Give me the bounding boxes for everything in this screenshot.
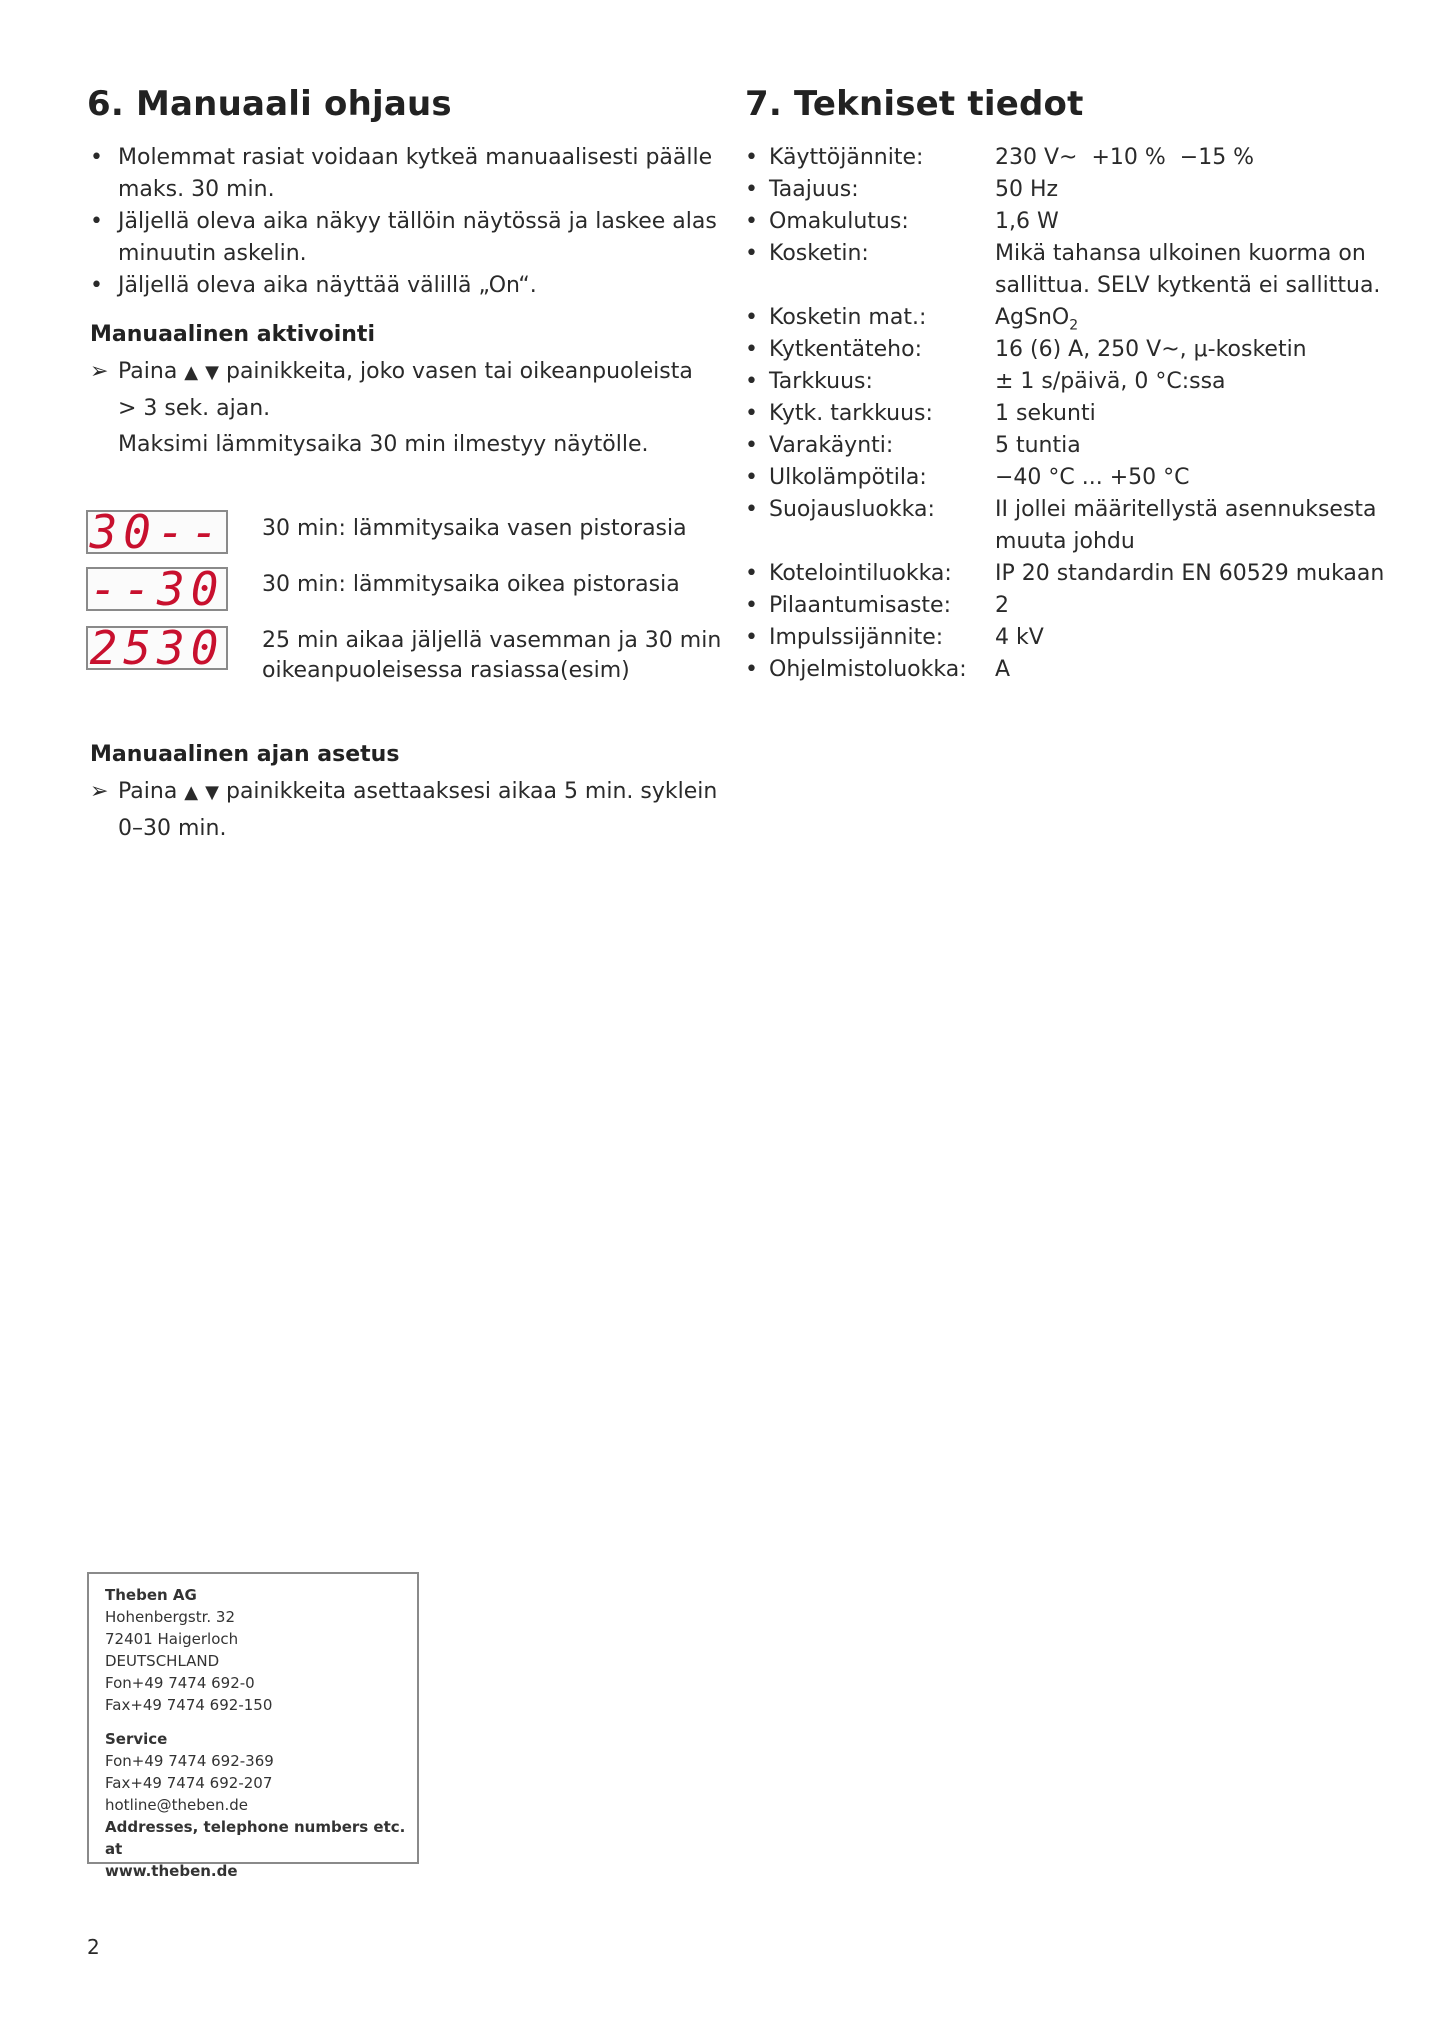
page-number: 2: [87, 1935, 100, 1959]
time-setting-title: Manuaalinen ajan asetus: [90, 742, 400, 767]
up-triangle-icon: ▲: [184, 362, 199, 383]
bullet-2: • Jäljellä oleva aika näkyy tällöin näytössä ja laskee alas minuutin askelin.: [90, 209, 717, 266]
section-6-heading: 6. Manuaali ohjaus: [87, 84, 452, 124]
led-desc-left: 30 min: lämmitysaika vasen pistorasia: [262, 516, 687, 541]
time-setting-step: ➢ Paina ▲ ▼ painikkeita asettaaksesi aikaa 5 min. syklein 0–30 min.: [90, 776, 770, 845]
led-desc-both: 25 min aikaa jäljellä vasemman ja 30 min oikeanpuoleisessa rasiassa(esim): [262, 628, 722, 683]
service-title: Service: [105, 1730, 168, 1748]
arrow-icon: ➢: [90, 779, 109, 804]
contact-box: Theben AG Hohenbergstr. 32 72401 Haigerloch DEUTSCHLAND Fon+49 7474 692-0 Fax+49 7474 692-150 Service Fon+49 7474 692-369 Fax+49 7474 692-207 hotline@theben.de Addresses, telephone numbers etc. at www.theben.de: [87, 1572, 419, 1864]
arrow-icon: ➢: [90, 359, 109, 384]
up-triangle-icon: ▲: [184, 782, 199, 803]
section-7-heading: 7. Tekniset tiedot: [745, 84, 1084, 124]
bullet-1: • Molemmat rasiat voidaan kytkeä manuaalisesti päälle maks. 30 min.: [90, 145, 713, 202]
bullet-3: • Jäljellä oleva aika näyttää välillä „On“.: [90, 273, 537, 298]
down-triangle-icon: ▼: [205, 782, 219, 803]
led-display-left: 30--: [86, 510, 228, 554]
down-triangle-icon: ▼: [205, 362, 219, 383]
led-display-both: 2530: [86, 626, 228, 670]
company-name: Theben AG: [105, 1586, 197, 1604]
led-desc-right: 30 min: lämmitysaika oikea pistorasia: [262, 572, 680, 597]
website-link[interactable]: www.theben.de: [105, 1862, 238, 1880]
activation-title: Manuaalinen aktivointi: [90, 322, 375, 347]
led-display-right: --30: [86, 567, 228, 611]
activation-step: ➢ Paina ▲ ▼ painikkeita, joko vasen tai oikeanpuoleista > 3 sek. ajan. Maksimi lämmitysaika 30 min ilmestyy näytölle.: [90, 356, 770, 461]
